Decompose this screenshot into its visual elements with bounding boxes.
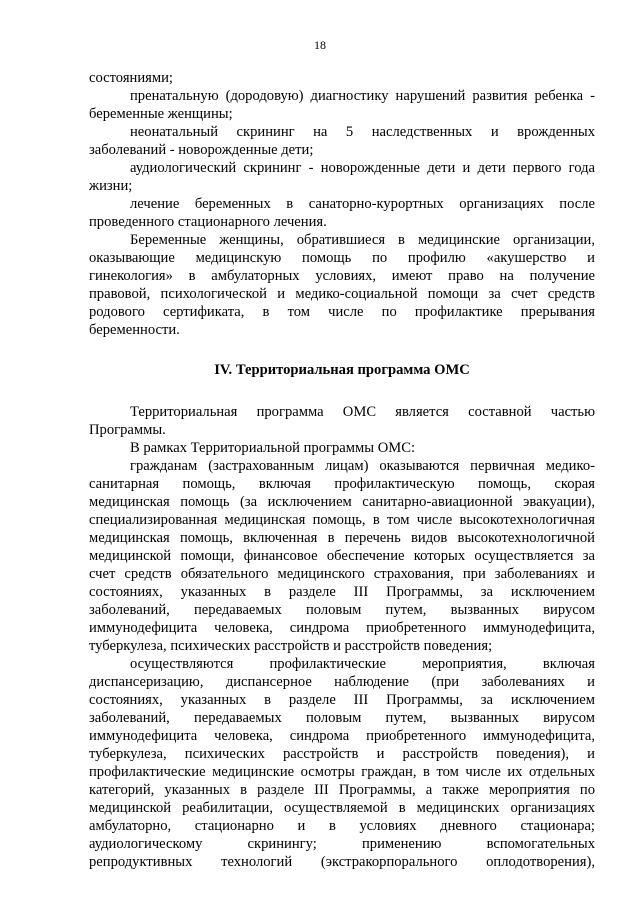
text-line: туберкулеза, психических расстройств и расстройств поведения), и	[89, 746, 595, 762]
text-line: состояниями;	[89, 70, 173, 86]
text-line: медицинской реабилитации, осуществляемой в медицинских организациях	[89, 800, 595, 816]
text-line: правовой, психологической и медико-социальной помощи за счет средств	[89, 286, 595, 302]
text-line: гражданам (застрахованным лицам) оказываются первичная медико-	[130, 458, 595, 474]
text-line: лечение беременных в санаторно-курортных организациях после	[130, 196, 595, 212]
text-line: медицинской помощи, финансовое обеспечение которых осуществляется за	[89, 548, 595, 564]
document-body	[89, 69, 595, 871]
text-line: заболеваний, передаваемых половым путем, вызванных вирусом	[89, 710, 595, 726]
text-line: осуществляются профилактические мероприятия, включая	[130, 656, 595, 672]
text-line: туберкулеза, психических расстройств и расстройств поведения;	[89, 638, 493, 654]
text-line: проведенного стационарного лечения.	[89, 214, 327, 230]
text-line: жизни;	[89, 178, 133, 194]
text-line: В рамках Территориальной программы ОМС:	[130, 440, 416, 456]
text-line: Территориальная программа ОМС является составной частью	[130, 404, 595, 420]
text-line: санитарная помощь, включая профилактическую помощь, скорая	[89, 476, 595, 492]
text-line: заболеваний, передаваемых половым путем, вызванных вирусом	[89, 602, 595, 618]
text-line: аудиологическому скринингу; применению вспомогательных	[89, 836, 595, 852]
text-line: иммунодефицита человека, синдрома приобретенного иммунодефицита,	[89, 728, 595, 744]
text-line: иммунодефицита человека, синдрома приобретенного иммунодефицита,	[89, 620, 595, 636]
text-line: гинекология» в амбулаторных условиях, имеют право на получение	[89, 268, 595, 284]
page-number: 18	[314, 38, 326, 52]
text-line: категорий, указанных в разделе III Программы, а также мероприятия по	[89, 782, 595, 798]
text-line: беременные женщины;	[89, 106, 233, 122]
text-line: репродуктивных технологий (экстракорпорального оплодотворения),	[89, 854, 595, 870]
text-line: диспансеризацию, диспансерное наблюдение (при заболеваниях и	[89, 674, 595, 690]
text-line: профилактические медицинские осмотры граждан, в том числе их отдельных	[89, 764, 595, 780]
text-line: пренатальную (дородовую) диагностику нарушений развития ребенка -	[130, 88, 595, 104]
section-heading: IV. Территориальная программа ОМС	[214, 362, 470, 378]
text-line: неонатальный скрининг на 5 наследственных и врожденных	[130, 124, 595, 140]
text-line: медицинская помощь (за исключением санитарно-авиационной эвакуации),	[89, 494, 595, 510]
text-line: оказывающие медицинскую помощь по профилю «акушерство и	[89, 250, 595, 266]
text-line: Программы.	[89, 422, 166, 438]
text-block-territorial-program	[89, 403, 595, 871]
text-line: Беременные женщины, обратившиеся в медицинские организации,	[130, 232, 595, 248]
text-line: амбулаторно, стационарно и в условиях дневного стационара;	[89, 818, 595, 834]
text-line: беременности.	[89, 322, 180, 338]
text-line: состояниях, указанных в разделе III Программы, за исключением	[89, 692, 595, 708]
text-line: родового сертификата, в том числе по профилактике прерывания	[89, 304, 595, 320]
text-line: счет средств обязательного медицинского страхования, при заболеваниях и	[89, 566, 595, 582]
text-line: аудиологический скрининг - новорожденные дети и дети первого года	[130, 160, 595, 176]
text-line: состояниях, указанных в разделе III Программы, за исключением	[89, 584, 595, 600]
text-line: заболеваний - новорожденные дети;	[89, 142, 314, 158]
text-block-intro	[89, 69, 595, 339]
text-line: специализированная медицинская помощь, в том числе высокотехнологичная	[89, 512, 595, 528]
text-line: медицинская помощь, включенная в перечень видов высокотехнологичной	[89, 530, 595, 546]
